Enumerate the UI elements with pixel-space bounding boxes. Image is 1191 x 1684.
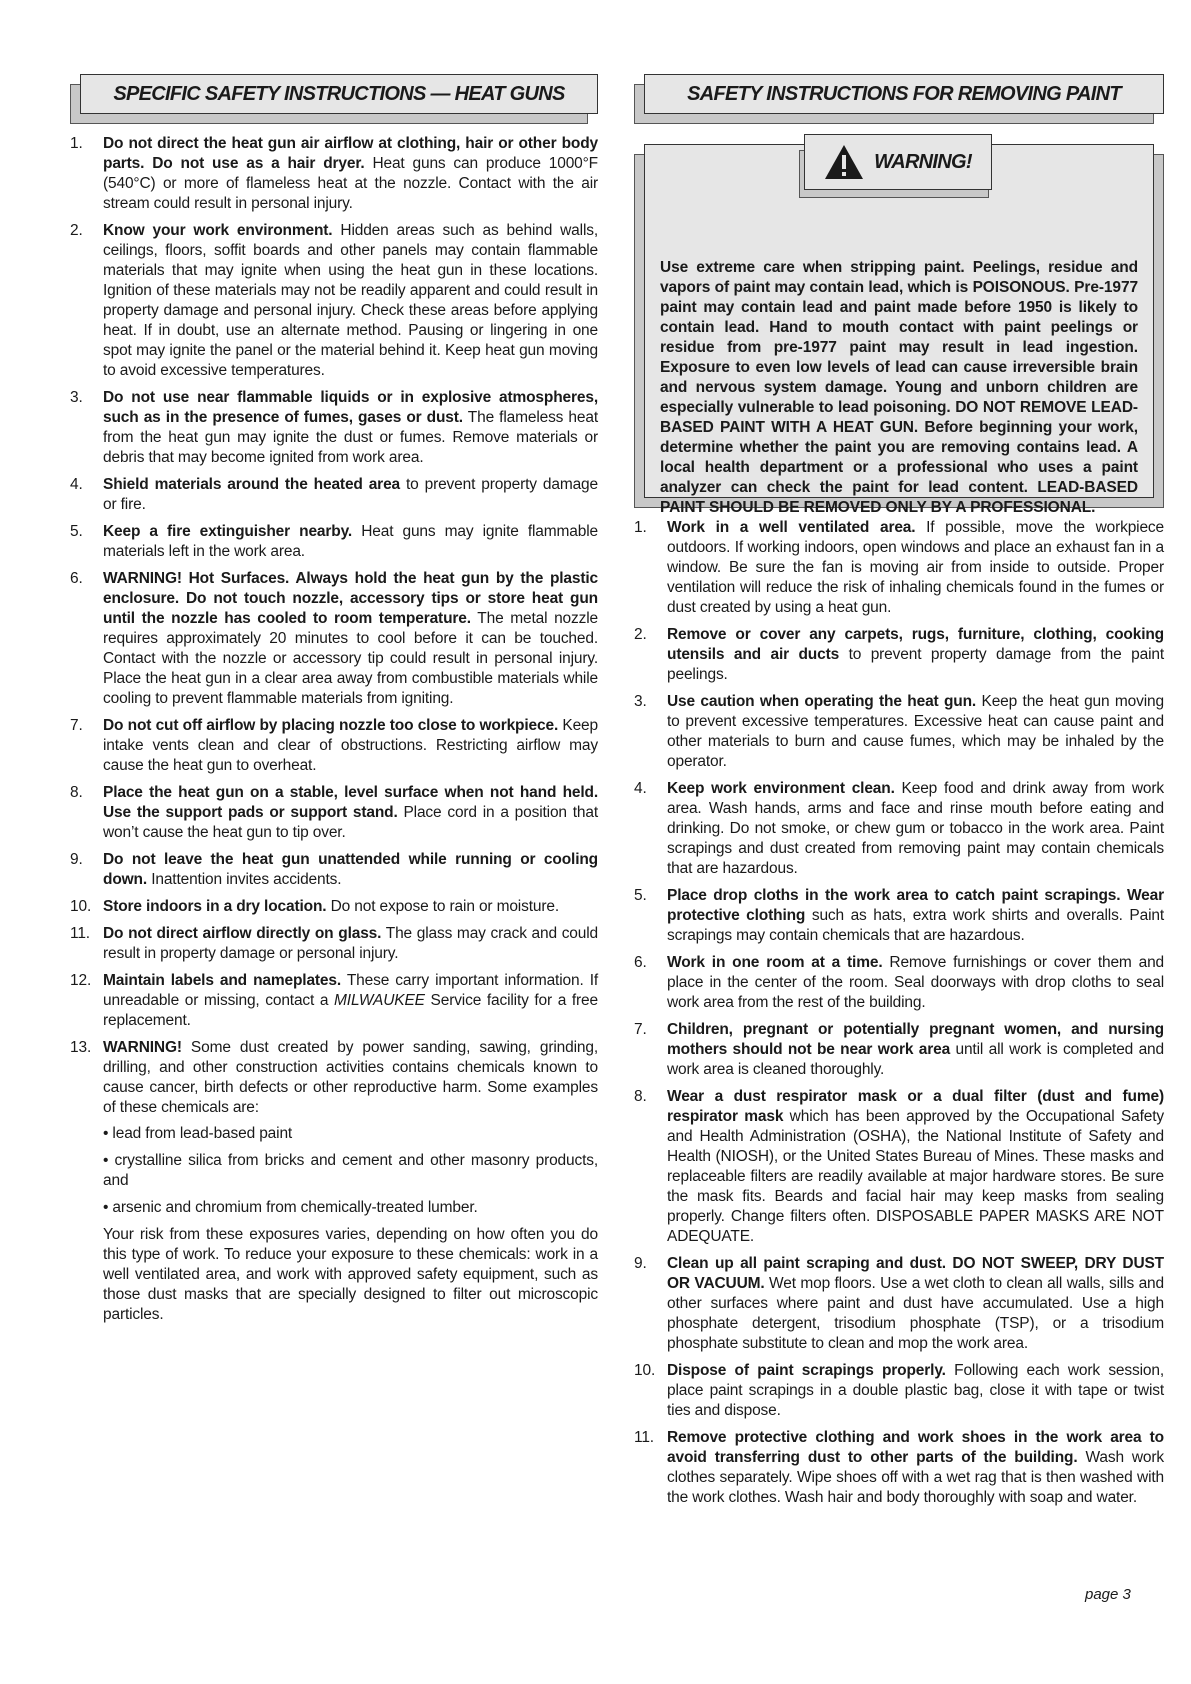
- list-item: 9. Clean up all paint scraping and dust. DO NOT SWEEP, DRY DUST OR VACUUM. Wet mop floors. Use a wet cloth to clean all walls, sills and other surfaces where paint and dust have accumulated. Use a high phosphate detergent, trisodium phosphate (TSP), or a trisodium phosphate substitute to clean and mop the work area.: [634, 1255, 1164, 1352]
- list-item: 10. Store indoors in a dry location. Do not expose to rain or moisture.: [70, 898, 559, 915]
- list-item: 1. Work in a well ventilated area. If possible, move the workpiece outdoors. If working indoors, open windows and place an exhaust fan in a window. Be sure the fan is moving air from inside to outside. Proper ventilation will reduce the risk of inhaling chemicals found in the fumes or dust created by using a heat gun.: [634, 519, 1164, 616]
- right-column: [634, 74, 1164, 1515]
- list-item: 9. Do not leave the heat gun unattended while running or cooling down. Inattention invites accidents.: [70, 851, 598, 888]
- paint-removal-title: SAFETY INSTRUCTIONS FOR REMOVING PAINT: [687, 82, 1121, 105]
- list-item: 5. Keep a fire extinguisher nearby. Heat guns may ignite flammable materials left in the work area.: [70, 523, 598, 560]
- list-item: 3. Use caution when operating the heat gun. Keep the heat gun moving to prevent excessive temperatures. Excessive heat can cause paint and other materials to burn and cause fumes, which may be inhaled by the operator.: [634, 693, 1164, 770]
- warning-triangle-icon: [824, 144, 864, 180]
- left-column: [70, 74, 598, 1332]
- heat-gun-safety-title: SPECIFIC SAFETY INSTRUCTIONS — HEAT GUNS: [113, 82, 565, 105]
- list-item-chemical-warning: 13. WARNING! Some dust created by power sanding, sawing, grinding, drilling, and other construction activities contains chemicals known to cause cancer, birth defects or other reproductive harm. Some examples of these chemicals are: • lead from lead-based paint • crystalline silica from bricks and cement and other masonry products, and • arsenic and chromium from chemically-treated lumber. Your risk from these exposures varies, depending on how often you do this type of work. To reduce your exposure to these chemicals: work in a well ventilated area, and work with approved safety equipment, such as those dust masks that are specially designed to filter out microscopic particles.: [70, 1039, 598, 1323]
- list-item: 2. Remove or cover any carpets, rugs, furniture, clothing, cooking utensils and air ducts to prevent property damage from the paint peelings.: [634, 626, 1164, 683]
- heat-gun-instructions-list: [70, 134, 598, 1325]
- list-item: 4. Keep work environment clean. Keep food and drink away from work area. Wash hands, arms and face and rinse mouth before eating and drinking. Do not smoke, or chew gum or tobacco in the work area. Paint scrapings and dust created from removing paint may contain chemicals that are hazardous.: [634, 780, 1164, 877]
- list-item: 7. Do not cut off airflow by placing nozzle too close to workpiece. Keep intake vents clean and clear of obstructions. Restricting airflow may cause the heat gun to overheat.: [70, 717, 598, 774]
- paint-removal-header: [634, 74, 1164, 124]
- exposure-note: Your risk from these exposures varies, depending on how often you do this type of work. To reduce your exposure to these chemicals: work in a well ventilated area, and work with approved safety equipment, such as those dust masks that are specially designed to filter out microscopic particles.: [103, 1226, 598, 1323]
- warning-label: [804, 134, 992, 190]
- lead-warning-text: Use extreme care when stripping paint. Peelings, residue and vapors of paint may contain lead, which is POISONOUS. Pre-1977 paint may contain lead and paint made before 1950 is likely to contain lead. Hand to mouth contact with paint peelings or residue from pre-1977 paint may result in lead ingestion. Exposure to even low levels of lead can cause irreversible brain and nervous system damage. Young and unborn children are especially vulnerable to lead poisoning. DO NOT REMOVE LEAD-BASED PAINT WITH A HEAT GUN. Before beginning your work, determine whether the paint you are removing contains lead. A local health department or a professional who uses a paint analyzer can check the paint for lead content. LEAD-BASED PAINT SHOULD BE REMOVED ONLY BY A PROFESSIONAL.: [660, 259, 1138, 516]
- list-item: 10. Dispose of paint scrapings properly. Following each work session, place paint scrapings in a double plastic bag, close it with tape or twist ties and dispose.: [634, 1362, 1164, 1419]
- list-item: 2. Know your work environment. Hidden areas such as behind walls, ceilings, floors, soffit boards and other panels may contain flammable materials that may ignite when using the heat gun in these locations. Ignition of these materials may not be readily apparent and could result in property damage and personal injury. Check these areas before applying heat. If in doubt, use an alternate method. Pausing or lingering in one spot may ignite the panel or the material behind it. Keep heat gun moving to avoid excessive temperatures.: [70, 222, 598, 379]
- list-item: 4. Shield materials around the heated area to prevent property damage or fire.: [70, 476, 598, 513]
- chemical-examples: [103, 1124, 598, 1325]
- list-item: 8. Place the heat gun on a stable, level surface when not hand held. Use the support pads or support stand. Place cord in a position that won’t cause the heat gun to tip over.: [70, 784, 598, 841]
- list-item: 1. Do not direct the heat gun air airflow at clothing, hair or other body parts. Do not use as a hair dryer. Heat guns can produce 1000°F (540°C) or more of flameless heat at the nozzle. Contact with the air stream could result in personal injury.: [70, 135, 598, 212]
- bullet-item: • lead from lead-based paint: [103, 1125, 293, 1142]
- list-item: 12. Maintain labels and nameplates. These carry important information. If unreadable or missing, contact a MILWAUKEE Service facility for a free replacement.: [70, 972, 599, 1029]
- bullet-item: • crystalline silica from bricks and cement and other masonry products, and: [103, 1152, 598, 1189]
- list-item: 3. Do not use near flammable liquids or in explosive atmospheres, such as in the presence of fumes, gases or dust. The flameless heat from the heat gun may ignite the dust or fumes. Remove materials or debris that may become ignited from work area.: [70, 389, 598, 466]
- heat-gun-safety-header: [70, 74, 598, 124]
- warning-label-text: WARNING!: [874, 150, 972, 173]
- paint-removal-instructions-list: [634, 518, 1164, 1508]
- list-item: 11. Do not direct airflow directly on glass. The glass may crack and could result in property damage or personal injury.: [70, 925, 598, 962]
- list-item: 6. Work in one room at a time. Remove furnishings or cover them and place in the center of the room. Seal doorways with drop cloths to seal work area from the rest of the building.: [634, 954, 1165, 1011]
- list-item: 8. Wear a dust respirator mask or a dual filter (dust and fume) respirator mask which has been approved by the Occupational Safety and Health Administration (OSHA), the National Institute of Safety and Health (NIOSH), or the United States Bureau of Mines. These masks and replaceable filters are readily available at major hardware stores. Be sure the mask fits. Beards and facial hair may keep masks from sealing properly. Change filters often. DISPOSABLE PAPER MASKS ARE NOT ADEQUATE.: [634, 1088, 1164, 1245]
- list-item: 11. Remove protective clothing and work shoes in the work area to avoid transferring dust to other parts of the building. Wash work clothes separately. Wipe shoes off with a wet rag that is then washed with the work clothes. Wash hair and body thoroughly with soap and water.: [634, 1429, 1164, 1506]
- lead-warning-box: [634, 134, 1164, 516]
- list-item: 7. Children, pregnant or potentially pregnant women, and nursing mothers should not be near work area until all work is completed and work area is cleaned thoroughly.: [634, 1021, 1165, 1078]
- list-item: 6. WARNING! Hot Surfaces. Always hold the heat gun by the plastic enclosure. Do not touch nozzle, accessory tips or store heat gun until the nozzle has cooled to room temperature. The metal nozzle requires approximately 20 minutes to cool before it can be touched. Contact with the nozzle or accessory tip could result in personal injury. Place the heat gun in a clear area away from combustible materials while cooling to prevent flammable materials from igniting.: [70, 570, 598, 707]
- page-number: page 3: [1085, 1586, 1131, 1603]
- bullet-item: • arsenic and chromium from chemically-treated lumber.: [103, 1199, 478, 1216]
- list-item: 5. Place drop cloths in the work area to catch paint scrapings. Wear protective clothing such as hats, extra work shirts and overalls. Paint scrapings may contain chemicals that are hazardous.: [634, 887, 1164, 944]
